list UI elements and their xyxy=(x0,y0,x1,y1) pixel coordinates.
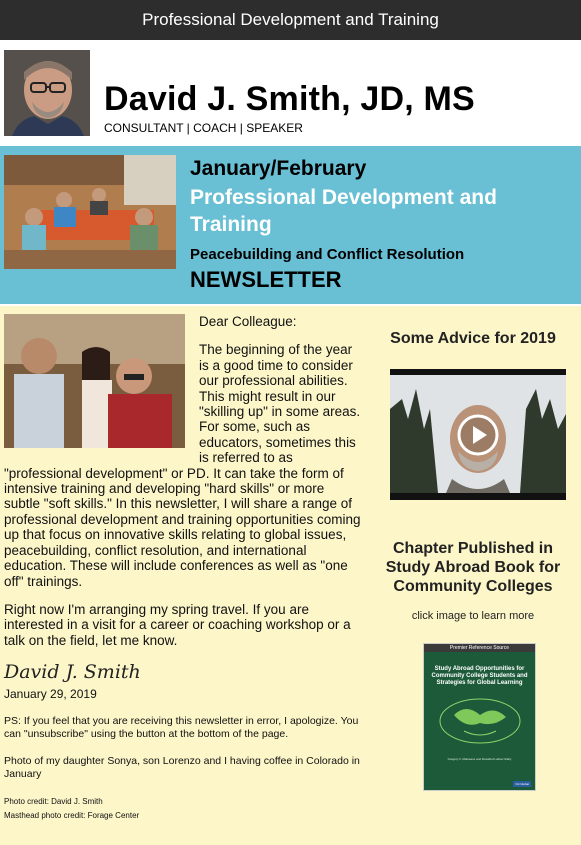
author-tagline: CONSULTANT | COACH | SPEAKER xyxy=(104,121,303,135)
newsletter-header-bar xyxy=(0,0,581,40)
issue-topic: Professional Development and Training xyxy=(190,186,497,236)
letter-paragraph-2: Right now I'm arranging my spring travel. If you are interested in a visit for a career or coaching workshop or a talk on the field, let me know. xyxy=(4,601,351,648)
masthead-credit: Masthead photo credit: Forage Center xyxy=(4,811,140,821)
play-icon[interactable] xyxy=(456,413,500,457)
issue-month: January/February xyxy=(190,157,367,180)
signature: David J. Smith xyxy=(4,661,141,684)
advice-video[interactable] xyxy=(390,369,566,500)
issue-subtitle: Peacebuilding and Conflict Resolution xyxy=(190,246,465,263)
book-editors: Gregory F. Malveaux and Rosalind Latiner Raby xyxy=(447,757,512,761)
book-cover-image[interactable] xyxy=(423,643,536,791)
photo-credits xyxy=(4,795,364,823)
header-title: Professional Development and Training xyxy=(142,10,439,29)
headshot-photo xyxy=(4,50,90,136)
book-publisher: IGI Global xyxy=(515,782,529,786)
book-series-label: Premier Reference Source xyxy=(424,644,535,652)
photo-credit: Photo credit: David J. Smith xyxy=(4,797,103,807)
letter-paragraph-1: The beginning of the year is a good time to consider our professional abilities. This might result in our "skilling up" in some areas. For some, such as educators, sometimes this is referred to as "professional development" or PD. It can take the form of intensive training and developing "hard skills" or more subtle "soft skills." In this newsletter, I will share a range of professional development and training opportunities coming up that focus on innovative skills relating to global issues, peacebuilding, conflict resolution, and international education. These will include conferences as well as "one off" trainings. xyxy=(4,342,361,589)
masthead xyxy=(0,40,581,144)
author-name: David J. Smith, JD, MS xyxy=(104,80,475,118)
book-title: Study Abroad Opportunities for Community College Students and Strategies for Global Learning xyxy=(431,666,528,686)
letter-greeting: Dear Colleague: xyxy=(199,314,297,329)
click-instruction: click image to learn more xyxy=(411,610,535,622)
newsletter-body xyxy=(0,306,581,845)
letter-date: January 29, 2019 xyxy=(4,687,97,702)
book-cover-art xyxy=(424,687,536,757)
advice-heading: Some Advice for 2019 xyxy=(390,330,556,347)
family-photo[interactable] xyxy=(4,314,185,448)
photo-caption: Photo of my daughter Sonya, son Lorenzo and I having coffee in Colorado in January xyxy=(4,755,360,781)
ps-note: PS: If you feel that you are receiving this newsletter in error, I apologize. You can "unsubscribe" using the button at the bottom of the page. xyxy=(4,715,359,741)
letter-column xyxy=(4,314,364,823)
workshop-photo xyxy=(4,155,176,269)
issue-label: NEWSLETTER xyxy=(190,267,342,292)
issue-banner xyxy=(0,146,581,304)
chapter-heading: Chapter Published in Study Abroad Book for Community Colleges xyxy=(385,540,561,595)
